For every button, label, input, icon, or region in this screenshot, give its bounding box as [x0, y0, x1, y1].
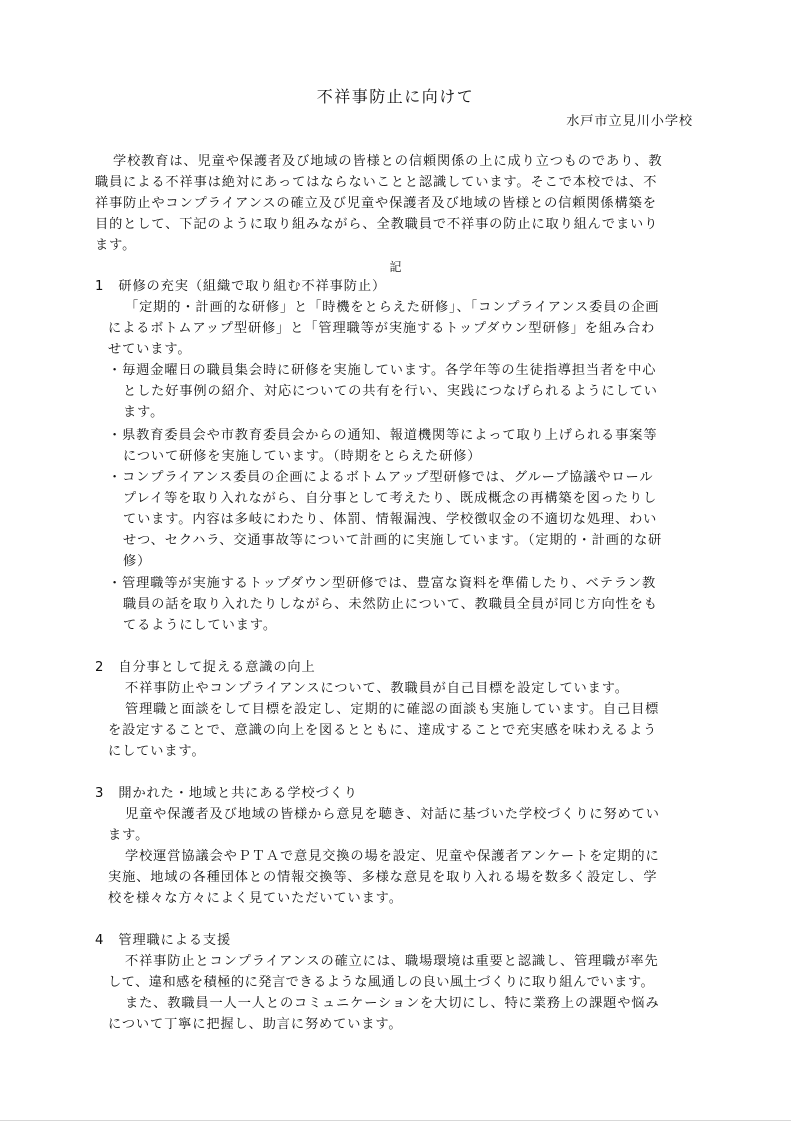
section-line: ・管理職等が実施するトップダウン型研修では、豊富な資料を準備したり、ベテラン教 — [108, 576, 657, 591]
section-line: 管理職と面談をして目標を設定し、定期的に確認の面談も実施しています。自己目標 — [125, 702, 660, 717]
section-line: 学校運営協議会やＰＴＡで意見交換の場を設定、児童や保護者アンケートを定期的に — [125, 849, 660, 864]
section-line: 修） — [123, 554, 152, 569]
intro-line: 祥事防止やコンプライアンスの確立及び児童や保護者及び地域の皆様との信頼関係構築を — [95, 196, 657, 211]
section-line: とした好事例の紹介、対応についての共有を行い、実践につなげられるようにしてい — [123, 384, 658, 399]
section-heading: 2 自分事として捉える意識の向上 — [95, 660, 316, 675]
section-heading: 3 開かれた・地域と共にある学校づくり — [95, 786, 358, 801]
section-line: せています。 — [108, 342, 192, 357]
section-line: によるボトムアップ型研修」と「管理職等が実施するトップダウン型研修」を組み合わ — [108, 321, 656, 336]
section-line: にしています。 — [108, 744, 206, 759]
section-line: 実施、地域の各種団体との情報交換等、多様な意見を取り入れる場を数多く設定し、学 — [108, 870, 658, 885]
section-line: 「定期的・計画的な研修」と「時機をとらえた研修」、「コンプライアンス委員の企画 — [125, 300, 660, 315]
section-line: 児童や保護者及び地域の皆様から意見を聴き、対話に基づいた学校づくりに努めてい — [125, 807, 660, 822]
page-bottom-divider — [0, 1120, 791, 1121]
section-line: ます。 — [123, 405, 165, 420]
section-line: ・県教育委員会や市教育委員会からの通知、報道機関等によって取り上げられる事案等 — [108, 428, 658, 443]
section-line: について研修を実施しています。（時期をとらえた研修） — [123, 449, 482, 464]
section-line: ています。内容は多岐にわたり、体罰、情報漏洩、学校徴収金の不適切な処理、わい — [123, 512, 658, 527]
section-line: てるようにしています。 — [123, 618, 277, 633]
section-line: ・コンプライアンス委員の企画によるボトムアップ型研修では、グループ協議やロール — [108, 470, 654, 485]
ki-marker: 記 — [389, 260, 402, 274]
school-name: 水戸市立見川小学校 — [566, 114, 693, 129]
section-line: 職員の話を取り入れたりしながら、未然防止について、教職員全員が同じ方向性をも — [123, 597, 658, 612]
section-line: ます。 — [108, 828, 150, 843]
section-line: せつ、セクハラ、交通事故等について計画的に実施しています。（定期的・計画的な研 — [123, 533, 663, 548]
section-line: について丁寧に把握し、助言に努めています。 — [108, 1017, 403, 1032]
intro-line: 職員による不祥事は絶対にあってはならないことと認識しています。そこで本校では、不 — [95, 175, 658, 190]
intro-line: 学校教育は、児童や保護者及び地域の皆様との信頼関係の上に成り立つものであり、教 — [113, 154, 663, 169]
page-title: 不祥事防止に向けて — [316, 87, 475, 106]
section-line: また、教職員一人一人とのコミュニケーションを大切にし、特に業務上の課題や悩み — [125, 996, 660, 1011]
section-line: プレイ等を取り入れながら、自分事として考えたり、既成概念の再構築を図ったりし — [123, 491, 658, 506]
section-heading: 1 研修の充実（組織で取り組む不祥事防止） — [95, 279, 387, 294]
section-line: して、違和感を積極的に発言できるような風通しの良い風土づくりに取り組んでいます。 — [108, 975, 655, 990]
section-line: ・毎週金曜日の職員集会時に研修を実施しています。各学年等の生徒指導担当者を中心 — [108, 363, 657, 378]
section-line: 不祥事防止とコンプライアンスの確立には、職場環境は重要と認識し、管理職が率先 — [125, 954, 659, 969]
intro-line: 目的として、下記のように取り組みながら、全教職員で不祥事の防止に取り組んでまいり — [95, 217, 659, 232]
section-heading: 4 管理職による支援 — [95, 933, 232, 948]
section-line: 校を様々な方々によく見ていただいています。 — [108, 891, 403, 906]
section-line: 不祥事防止やコンプライアンスについて、教職員が自己目標を設定しています。 — [125, 681, 629, 696]
intro-line: ます。 — [95, 238, 137, 253]
section-line: を設定することで、意識の向上を図るとともに、達成することで充実感を味わえるよう — [108, 723, 658, 738]
